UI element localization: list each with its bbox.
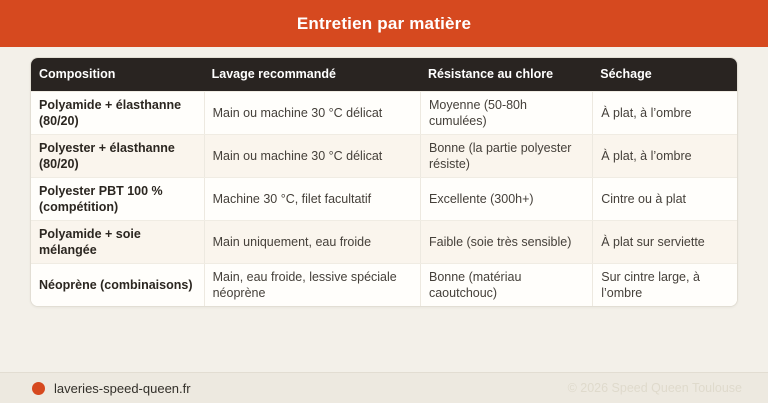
top-banner <box>0 0 768 47</box>
cell-sechage: À plat, à l’ombre <box>592 92 737 134</box>
cell-composition: Polyamide + soie mélangée <box>39 227 141 257</box>
cell-sechage: À plat sur serviette <box>592 221 737 263</box>
care-table <box>30 57 738 307</box>
column-header-lavage: Lavage recommandé <box>211 67 336 81</box>
page-title: Entretien par matière <box>296 13 472 33</box>
table-row <box>31 177 737 220</box>
cell-sechage: À plat, à l’ombre <box>592 135 737 177</box>
cell-chlore: Moyenne (50-80h cumulées) <box>420 92 592 134</box>
brand-dot-icon <box>32 382 45 395</box>
cell-chlore: Excellente (300h+) <box>420 178 592 220</box>
cell-composition: Polyamide + élasthanne (80/20) <box>39 98 182 128</box>
cell-composition: Néoprène (combinaisons) <box>39 278 193 292</box>
column-header-sechage: Séchage <box>600 67 652 81</box>
column-header-chlore: Résistance au chlore <box>427 67 554 81</box>
site-url-label: laveries-speed-queen.fr <box>54 380 191 396</box>
cell-sechage: Sur cintre large, à l’ombre <box>592 264 737 306</box>
copyright-label: © 2026 Speed Queen Toulouse <box>567 381 742 395</box>
cell-lavage: Main ou machine 30 °C délicat <box>204 135 420 177</box>
cell-chlore: Bonne (la partie polyester résiste) <box>420 135 592 177</box>
cell-sechage: Cintre ou à plat <box>592 178 737 220</box>
cell-composition: Polyester PBT 100 % (compétition) <box>39 184 163 214</box>
table-row <box>31 91 737 134</box>
table-header-row <box>31 58 737 91</box>
cell-lavage: Main, eau froide, lessive spéciale néoprène <box>204 264 420 306</box>
cell-chlore: Bonne (matériau caoutchouc) <box>420 264 592 306</box>
cell-lavage: Main uniquement, eau froide <box>204 221 420 263</box>
cell-lavage: Main ou machine 30 °C délicat <box>204 92 420 134</box>
footer <box>0 372 768 403</box>
cell-lavage: Machine 30 °C, filet facultatif <box>204 178 420 220</box>
cell-composition: Polyester + élasthanne (80/20) <box>39 141 175 171</box>
table-row <box>31 220 737 263</box>
table-row <box>31 134 737 177</box>
column-header-composition: Composition <box>39 67 116 81</box>
table-row <box>31 263 737 306</box>
cell-chlore: Faible (soie très sensible) <box>420 221 592 263</box>
